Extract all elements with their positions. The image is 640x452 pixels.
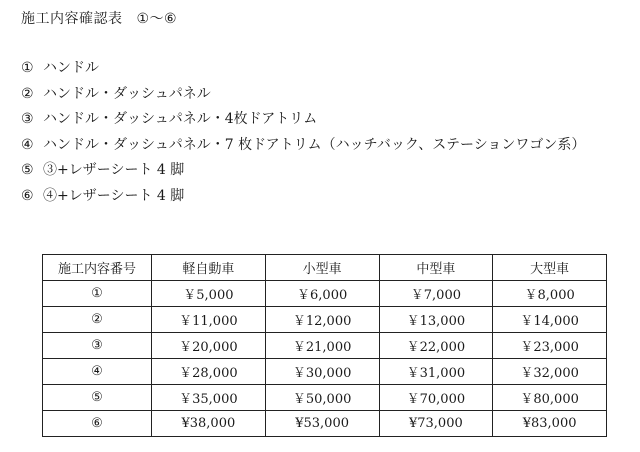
price-cell: ￥80,000: [493, 385, 607, 411]
price-cell: ￥20,000: [152, 333, 266, 359]
row-work-number: ③: [43, 333, 152, 359]
header-kei-car: 軽自動車: [152, 255, 266, 281]
document-title-range: ①〜⑥: [136, 11, 178, 27]
work-content-item: [21, 158, 585, 184]
price-cell: ￥70,000: [379, 385, 493, 411]
price-cell: ￥35,000: [152, 385, 266, 411]
price-cell: ￥21,000: [265, 333, 379, 359]
work-content-item: [21, 184, 585, 210]
row-work-number: ②: [43, 307, 152, 333]
price-cell: ¥73,000: [379, 411, 493, 437]
price-cell: ￥12,000: [265, 307, 379, 333]
price-cell: ￥31,000: [379, 359, 493, 385]
table-row: [43, 359, 607, 385]
table-row: [43, 281, 607, 307]
table-row: [43, 385, 607, 411]
row-work-number: ①: [43, 281, 152, 307]
price-cell: ￥50,000: [265, 385, 379, 411]
price-cell: ￥8,000: [493, 281, 607, 307]
price-cell: ￥32,000: [493, 359, 607, 385]
item-number: ⑤: [21, 162, 34, 178]
work-content-item: [21, 82, 585, 108]
work-content-item: [21, 133, 585, 159]
document-title-line: [21, 8, 177, 28]
price-cell: ¥53,000: [265, 411, 379, 437]
price-cell: ￥28,000: [152, 359, 266, 385]
row-work-number: ④: [43, 359, 152, 385]
row-work-number: ⑤: [43, 385, 152, 411]
item-number: ③: [21, 111, 34, 127]
price-cell: ￥7,000: [379, 281, 493, 307]
item-number: ①: [21, 60, 34, 76]
price-cell: ￥6,000: [265, 281, 379, 307]
item-text: ハンドル・ダッシュパネル・7 枚ドアトリム（ハッチバック、ステーションワゴン系）: [43, 136, 586, 153]
price-cell: ￥13,000: [379, 307, 493, 333]
header-small-car: 小型車: [265, 255, 379, 281]
price-cell: ¥83,000: [493, 411, 607, 437]
table-row: [43, 307, 607, 333]
item-number: ④: [21, 136, 34, 153]
work-content-list: [21, 56, 585, 209]
price-cell: ￥5,000: [152, 281, 266, 307]
header-large-car: 大型車: [493, 255, 607, 281]
price-cell: ￥22,000: [379, 333, 493, 359]
price-table: [42, 254, 607, 437]
price-cell: ￥14,000: [493, 307, 607, 333]
item-text: ハンドル: [43, 60, 99, 76]
table-row: [43, 411, 607, 437]
item-number: ⑥: [21, 187, 34, 204]
work-content-item: [21, 107, 585, 133]
price-cell: ¥38,000: [152, 411, 266, 437]
item-text: ハンドル・ダッシュパネル・4枚ドアトリム: [43, 111, 318, 127]
row-work-number: ⑥: [43, 411, 152, 437]
price-cell: ￥11,000: [152, 307, 266, 333]
item-text: ハンドル・ダッシュパネル: [43, 85, 211, 102]
item-text: ③+レザーシート 4 脚: [43, 162, 185, 178]
work-content-item: [21, 56, 585, 82]
item-text: ④+レザーシート 4 脚: [43, 187, 185, 204]
document-title: 施工内容確認表: [21, 11, 123, 27]
header-medium-car: 中型車: [379, 255, 493, 281]
item-number: ②: [21, 85, 34, 102]
price-cell: ￥30,000: [265, 359, 379, 385]
price-cell: ￥23,000: [493, 333, 607, 359]
table-header-row: [43, 255, 607, 281]
table-row: [43, 333, 607, 359]
header-work-number: 施工内容番号: [43, 255, 152, 281]
